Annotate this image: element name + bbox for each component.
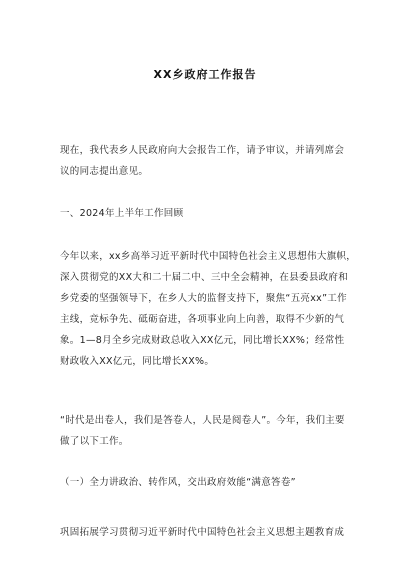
review-line: 象。1—8月全乡完成财政总收入XX亿元，同比增长XX%；经常性: [60, 335, 345, 346]
review-line: 深入贯彻党的XX大和二十届二中、三中全会精神，在县委县政府和: [60, 272, 349, 283]
section-heading: 一、2024年上半年工作回顾: [60, 208, 184, 219]
review-line: 乡党委的坚强领导下，在乡人大的监督支持下，聚焦“五亮xx”工作: [60, 293, 347, 304]
intro-paragraph: [60, 140, 356, 182]
subsection-paragraph: [60, 522, 356, 543]
quote-line: 做了以下工作。: [60, 436, 129, 447]
review-line: 今年以来，xx乡高举习近平新时代中国特色社会主义思想伟大旗帜，: [60, 251, 357, 262]
intro-line: 议的同志提出意见。: [60, 166, 149, 177]
intro-line: 现在，我代表乡人民政府向大会报告工作，请予审议，并请列席会: [60, 145, 345, 156]
subsection-heading: （一）全力讲政治、转作风，交出政府效能“满意答卷”: [60, 477, 296, 488]
quote-line: “时代是出卷人，我们是答卷人，人民是阅卷人”。今年，我们主要: [60, 415, 345, 426]
review-paragraph: [60, 246, 356, 372]
document-title: XX乡政府工作报告: [153, 68, 257, 81]
review-line: 财政收入XX亿元，同比增长XX%。: [60, 356, 215, 367]
quote-paragraph: [60, 410, 356, 452]
subsection-line: 巩固拓展学习贯彻习近平新时代中国特色社会主义思想主题教育成: [60, 527, 345, 538]
review-line: 主线，竞标争先、砥砺奋进，各项事业向上向善，取得不少新的气: [60, 314, 345, 325]
